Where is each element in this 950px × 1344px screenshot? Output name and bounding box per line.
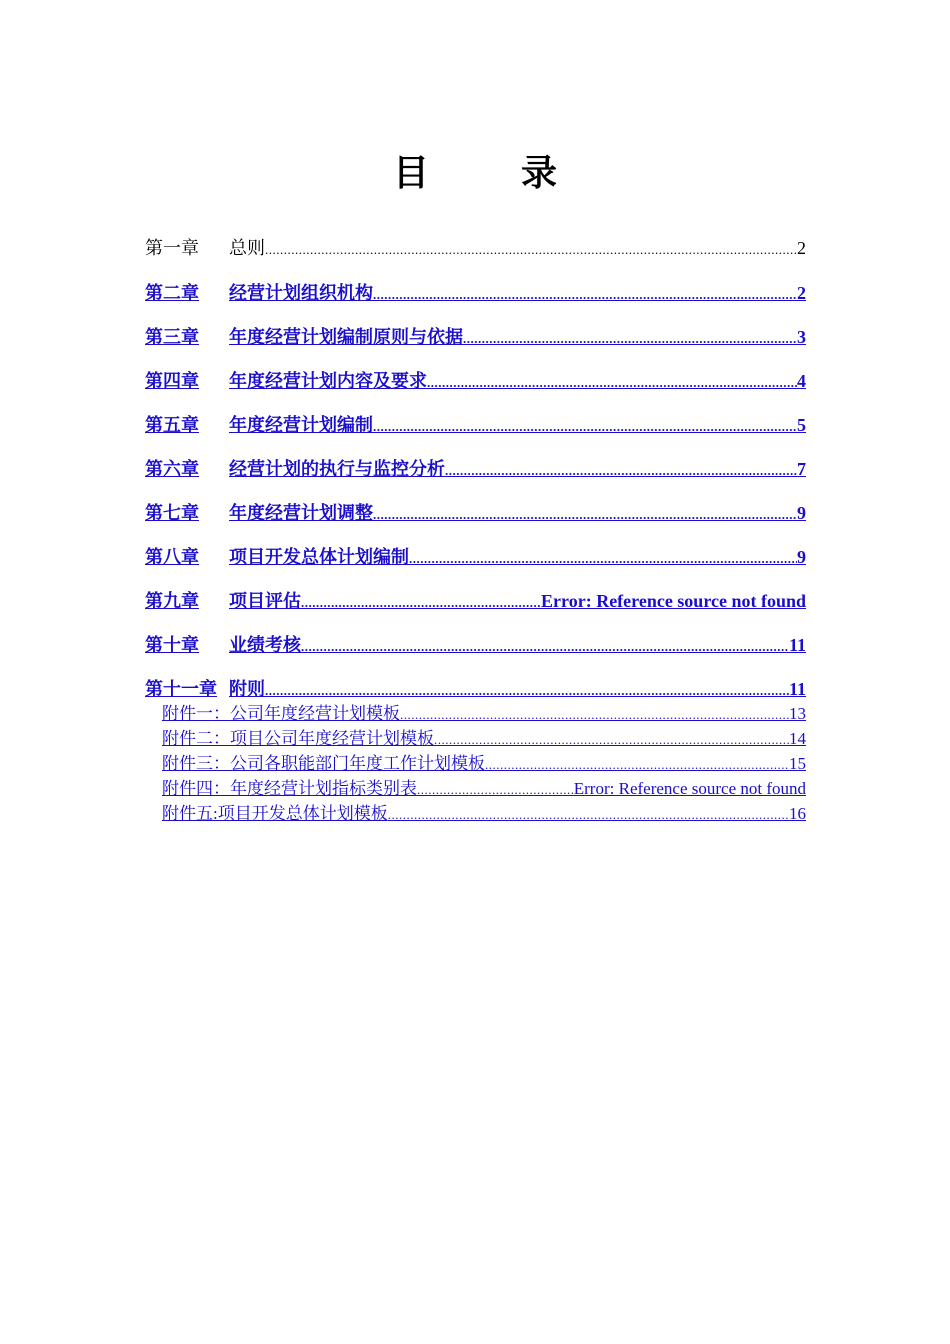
toc-entry-label: 经营计划的执行与监控分析 — [229, 459, 445, 479]
toc-entry-page: 11 — [788, 679, 806, 699]
toc-entry-label: 项目开发总体计划编制 — [229, 547, 409, 567]
toc-entry-page: 13 — [789, 704, 806, 723]
toc-entry-number: 第六章 — [145, 459, 199, 479]
toc-entry-label: 年度经营计划内容及要求 — [229, 371, 427, 391]
toc-entry-chapter-11[interactable] — [145, 677, 806, 701]
toc-dot-leader — [427, 371, 797, 393]
toc-entry-page: 9 — [797, 503, 806, 523]
toc-title: 目 录 — [392, 153, 585, 193]
toc-entry-page: 3 — [797, 327, 806, 347]
toc-entry-chapter-8[interactable] — [145, 545, 806, 569]
toc-entry-label: 经营计划组织机构 — [229, 283, 373, 303]
toc-entry-label: 年度经营计划调整 — [229, 503, 373, 523]
toc-dot-leader — [485, 753, 789, 776]
toc-entry-number: 第九章 — [145, 591, 199, 611]
toc-entry-label: 附件一：公司年度经营计划模板 — [162, 704, 400, 723]
toc-dot-leader — [373, 415, 797, 437]
toc-entry-number: 第五章 — [145, 415, 199, 435]
toc-dot-leader — [409, 547, 797, 569]
toc-entry-appendix-2[interactable] — [162, 727, 806, 751]
toc-entry-label: 业绩考核 — [229, 635, 301, 655]
toc-entry-number: 第二章 — [145, 283, 199, 303]
toc-dot-leader — [265, 238, 797, 260]
toc-entry-appendix-3[interactable] — [162, 752, 806, 776]
toc-dot-leader — [373, 503, 797, 525]
toc-entry-page: Error: Reference source not found — [541, 591, 806, 611]
toc-entry-page: 5 — [797, 415, 806, 435]
toc-entry-label: 年度经营计划编制 — [229, 415, 373, 435]
toc-entry-chapter-7[interactable] — [145, 501, 806, 525]
toc-entry-chapter-5[interactable] — [145, 413, 806, 437]
toc-entry-chapter-4[interactable] — [145, 369, 806, 393]
toc-dot-leader — [373, 283, 797, 305]
toc-entry-appendix-1[interactable] — [162, 702, 806, 726]
toc-dot-leader — [301, 635, 789, 657]
toc-entry-label: 年度经营计划编制原则与依据 — [229, 327, 463, 347]
toc-entry-label: 附则 — [229, 679, 265, 699]
toc-entry-page: 7 — [797, 459, 806, 479]
toc-entry-page: 2 — [797, 238, 806, 258]
toc-dot-leader — [265, 679, 789, 701]
toc-entry-chapter-10[interactable] — [145, 633, 806, 657]
toc-dot-leader — [400, 703, 789, 726]
toc-dot-leader — [463, 327, 797, 349]
toc-entry-page: 16 — [789, 804, 806, 823]
toc-entry-label: 附件五:项目开发总体计划模板 — [162, 804, 388, 823]
toc-entry-label: 项目评估 — [229, 591, 301, 611]
toc-entry-page: 11 — [788, 635, 806, 655]
toc-entry-number: 第十章 — [145, 635, 199, 655]
toc-dot-leader — [417, 778, 574, 801]
toc-entry-chapter-2[interactable] — [145, 281, 806, 305]
toc-entry-label: 附件四：年度经营计划指标类别表 — [162, 779, 417, 798]
toc-entry-label: 总则 — [229, 238, 265, 258]
toc-entry-page: 15 — [789, 754, 806, 773]
toc-entry-page: 9 — [797, 547, 806, 567]
toc-entry-number: 第八章 — [145, 547, 199, 567]
toc-entry-chapter-3[interactable] — [145, 325, 806, 349]
toc-dot-leader — [388, 803, 789, 826]
toc-entry-number: 第一章 — [145, 238, 199, 258]
toc-entry-page: Error: Reference source not found — [573, 779, 806, 798]
toc-entry-label: 附件二：项目公司年度经营计划模板 — [162, 729, 434, 748]
toc-dot-leader — [301, 591, 541, 613]
toc-entry-chapter-6[interactable] — [145, 457, 806, 481]
toc-entry-number: 第三章 — [145, 327, 199, 347]
toc-entry-appendix-5[interactable] — [162, 802, 806, 826]
toc-entry-chapter-1[interactable] — [145, 236, 806, 260]
toc-entry-label: 附件三：公司各职能部门年度工作计划模板 — [162, 754, 485, 773]
toc-entry-number: 第四章 — [145, 371, 199, 391]
toc-entry-number: 第七章 — [145, 503, 199, 523]
toc-entry-number: 第十一章 — [145, 679, 217, 699]
toc-dot-leader — [445, 459, 797, 481]
toc-entry-chapter-9[interactable] — [145, 589, 806, 613]
toc-entry-page: 2 — [797, 283, 806, 303]
toc-dot-leader — [434, 728, 789, 751]
toc-entry-page: 4 — [797, 371, 806, 391]
toc-entry-page: 14 — [789, 729, 806, 748]
toc-entry-appendix-4[interactable] — [162, 777, 806, 801]
